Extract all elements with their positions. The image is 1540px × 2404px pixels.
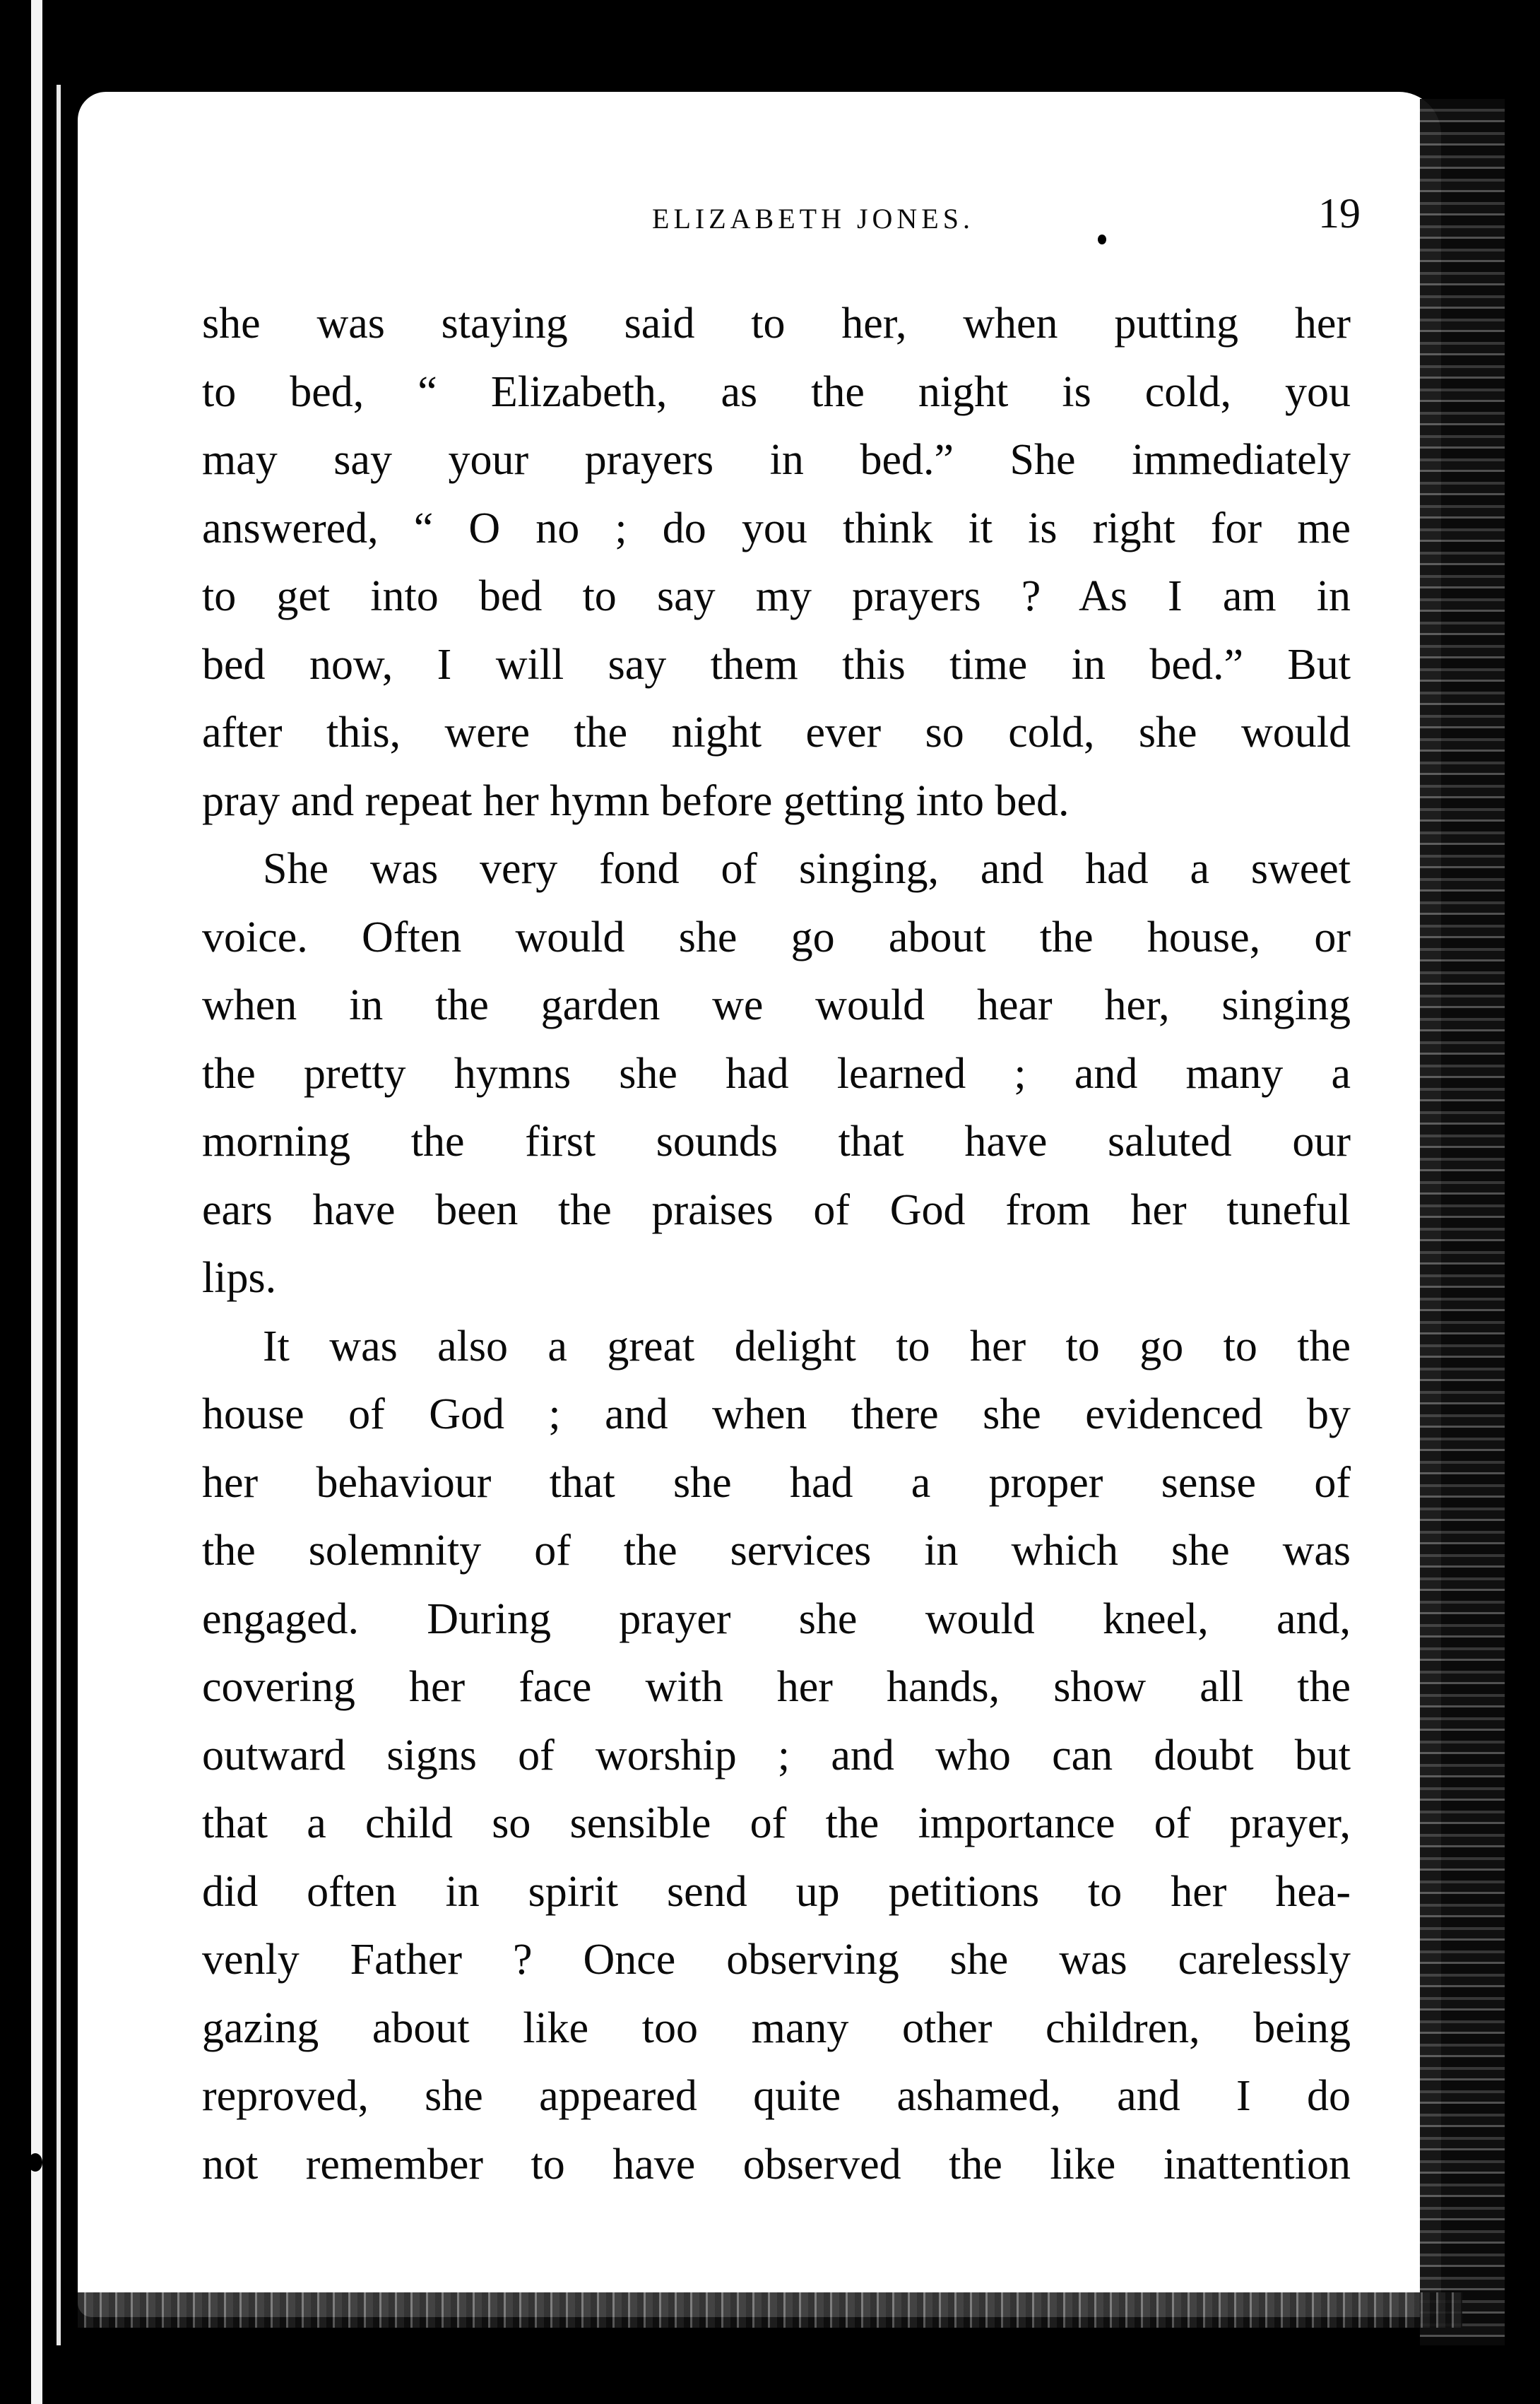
text-line: her behaviour that she had a proper sense of bbox=[202, 1458, 1351, 1507]
text-line: bed now, I will say them this time in bed.” But bbox=[202, 640, 1351, 689]
binding-crease bbox=[57, 85, 61, 2345]
text-line: venly Father ? Once observing she was carelessly bbox=[202, 1936, 1351, 1984]
page-right-edge-shadow bbox=[1420, 99, 1505, 2345]
text-line: after this, were the night ever so cold, she would bbox=[202, 709, 1351, 757]
text-line: may say your prayers in bed.” She immediately bbox=[202, 436, 1351, 484]
running-head: ELIZABETH JONES. bbox=[652, 203, 974, 235]
text-line: ears have been the praises of God from her tuneful bbox=[202, 1185, 1351, 1234]
page-header bbox=[202, 189, 1361, 246]
text-line: the solemnity of the services in which she was bbox=[202, 1527, 1351, 1575]
text-line: pray and repeat her hymn before getting into bed. bbox=[202, 776, 1070, 825]
text-line: reproved, she appeared quite ashamed, and I do bbox=[202, 2072, 1351, 2120]
text-line: answered, “ O no ; do you think it is right for me bbox=[202, 504, 1351, 552]
body-text bbox=[202, 290, 1351, 2198]
page-number: 19 bbox=[1318, 190, 1361, 237]
text-line: voice. Often would she go about the house, or bbox=[202, 913, 1351, 961]
text-line: not remember to have observed the like inattention bbox=[202, 2140, 1351, 2189]
text-line: lips. bbox=[202, 1254, 277, 1302]
text-line: outward signs of worship ; and who can doubt but bbox=[202, 1731, 1351, 1780]
text-line: that a child so sensible of the importance of prayer, bbox=[202, 1799, 1351, 1847]
paragraph-3 bbox=[202, 1313, 1351, 2199]
text-line: It was also a great delight to her to go to the bbox=[263, 1322, 1351, 1370]
paragraph-1 bbox=[202, 290, 1351, 835]
text-line: the pretty hymns she had learned ; and many a bbox=[202, 1049, 1351, 1098]
text-line: covering her face with her hands, show all the bbox=[202, 1663, 1351, 1711]
text-line: when in the garden we would hear her, singing bbox=[202, 981, 1351, 1029]
text-line: morning the first sounds that have saluted our bbox=[202, 1118, 1351, 1166]
binding-edge bbox=[31, 0, 42, 2404]
text-line: gazing about like too many other children, being bbox=[202, 2003, 1351, 2052]
text-line: did often in spirit send up petitions to her hea- bbox=[202, 1867, 1351, 1916]
text-line: She was very fond of singing, and had a sweet bbox=[263, 845, 1351, 893]
text-line: to get into bed to say my prayers ? As I am in bbox=[202, 572, 1351, 620]
scan-speck bbox=[28, 2153, 42, 2172]
text-line: she was staying said to her, when putting her bbox=[202, 300, 1351, 348]
paragraph-2 bbox=[202, 835, 1351, 1313]
page-bottom-edge-shadow bbox=[78, 2292, 1462, 2328]
text-line: engaged. During prayer she would kneel, and, bbox=[202, 1594, 1351, 1643]
text-line: house of God ; and when there she evidenced by bbox=[202, 1390, 1351, 1438]
text-line: to bed, “ Elizabeth, as the night is cold, you bbox=[202, 367, 1351, 416]
